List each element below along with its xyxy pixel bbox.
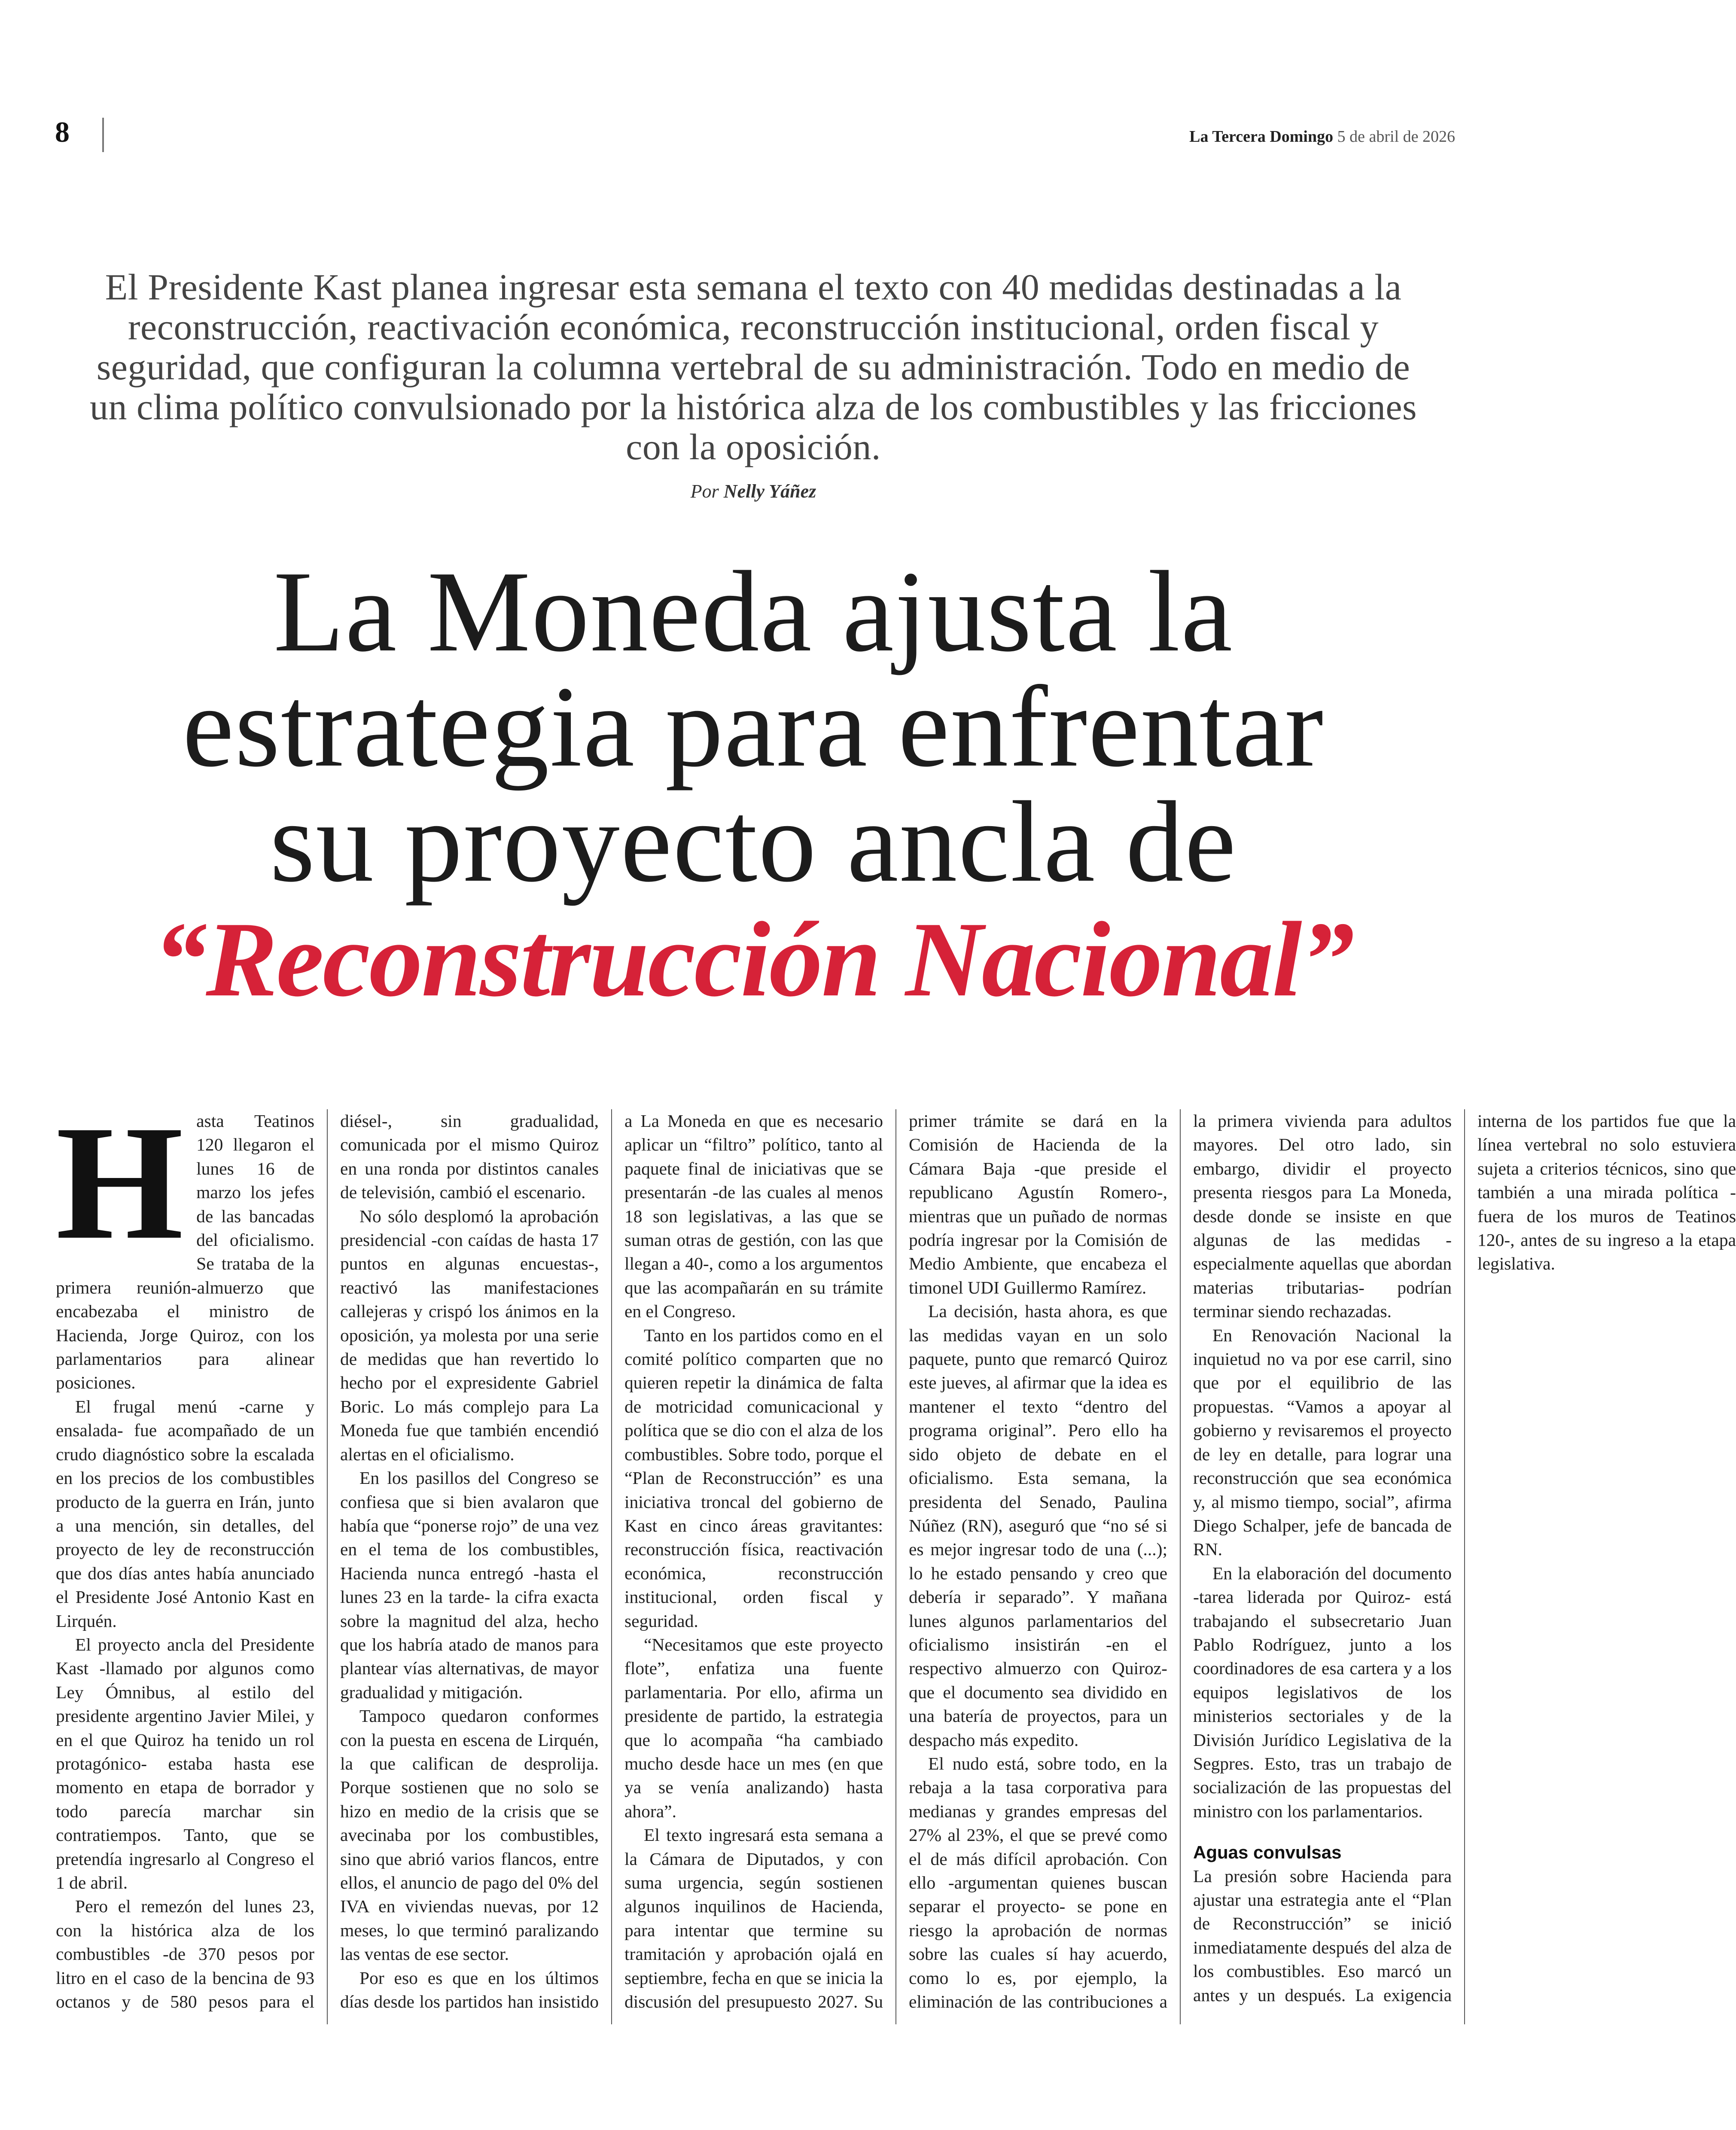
headline-accent: “Reconstrucción Nacional” bbox=[153, 900, 1353, 1019]
body-paragraph: El nudo está, sobre todo, en la rebaja a la tasa corporativa para medianas y grandes empresas del 27% al 23%, el que se prevé como el de más difícil aprobación. Con ello -argumentan quienes buscan separar el proyecto- se pone en riesgo la aprobación de normas sobre las cuales sí hay acuerdo, como lo es, por ejemplo, la eliminación de las contribuciones a la primera vivienda para adultos mayores. Del otro lado, sin embargo, dividir el proyecto presenta riesgos para La Moneda, desde donde se insiste en que algunas de las medidas -especialmente aquellas que abordan materias tributarias- podrían terminar siendo rechazadas. bbox=[909, 1111, 1452, 2012]
body-paragraph: Tanto en los partidos como en el comité político comparten que no quieren repetir la dinámica de falta de motricidad comunicacional y política que se dio con el alza de los combustibles. Sobre todo, porque el “Plan de Reconstrucción” es una iniciativa troncal del gobierno de Kast en cinco áreas gravitantes: reconstrucción física, reactivación económica, reconstrucción institucional, orden fiscal y seguridad. bbox=[624, 1325, 883, 1631]
publication-name: La Tercera Domingo bbox=[1189, 128, 1334, 146]
section-subhead: Aguas convulsas bbox=[1193, 1842, 1342, 1863]
byline bbox=[515, 480, 991, 502]
headline-line: su proyecto ancla de bbox=[270, 778, 1237, 906]
body-paragraph: El frugal menú -carne y ensalada- fue acompañado de un crudo diagnóstico sobre la escalada en los precios de los combustibles producto de la guerra en Irán, junto a una mención, sin detalles, del proyecto de ley de reconstrucción que dos días antes había anunciado el Presidente José Antonio Kast en Lirquén. bbox=[56, 1396, 314, 1631]
body-paragraph: “Necesitamos que este proyecto flote”, enfatiza una fuente parlamentaria. Por ello, afirma un presidente de partido, la estrategia que lo acompaña “ha cambiado mucho desde hace un mes (en que ya se venía analizando) hasta ahora”. bbox=[624, 1634, 883, 1821]
body-paragraph: En Renovación Nacional la inquietud no va por ese carril, sino que por el equilibrio de las propuestas. “Vamos a apoyar al gobierno y revisaremos el proyecto de ley en detalle, para lograr una reconstrucción que sea económica y, al mismo tiempo, social”, afirma Diego Schalper, jefe de bancada de RN. bbox=[1193, 1325, 1452, 1559]
headline bbox=[26, 547, 1481, 1020]
body-paragraph: El texto ingresará esta semana a la Cámara de Diputados, y con suma urgencia, según sostienen algunos inquilinos de Hacienda, para intentar que termine su tramitación y aprobación ojalá en septiembre, fecha en que se inicia la discusión del presupuesto 2027. Su primer trámite se dará en la Comisión de Hacienda de la Cámara Baja -que preside el republicano Agustín Romero-, mientras que un puñado de normas podría ingresar por la Comisión de Medio Ambiente, que encabeza el timonel UDI Guillermo Ramírez. bbox=[624, 1111, 1167, 2012]
body-paragraph: Tampoco quedaron conformes con la puesta en escena de Lirquén, la que califican de desprolija. Porque sostienen que no solo se hizo en medio de la crisis que se avecinaba por los combustibles, sino que abrió varios flancos, entre ellos, el anuncio de pago del 0% del IVA en viviendas nuevas, por 12 meses, lo que terminó paralizando las ventas de ese sector. bbox=[340, 1706, 599, 1964]
drop-cap: H bbox=[56, 1092, 184, 1273]
headline-line: estrategia para enfrentar bbox=[182, 662, 1325, 791]
page-number: 8 bbox=[55, 116, 70, 148]
body-paragraph: La decisión, hasta ahora, es que las medidas vayan en un solo paquete, punto que remarcó Quiroz este jueves, al afirmar que la idea es mantener el texto “dentro del programa original”. Pero ello ha sido objeto de debate en el oficialismo. Esta semana, la presidenta del Senado, Paulina Núñez (RN), aseguró que “no sé si es mejor ingresar todo de una (...); lo he estado pensando y creo que debería ir separado”. Y mañana lunes algunos parlamentarios del oficialismo insistirán -en el respectivo almuerzo con Quiroz- que el documento sea dividido en una batería de proyectos, para un despacho más expedito. bbox=[909, 1301, 1167, 1750]
byline-author: Nelly Yáñez bbox=[723, 481, 816, 502]
publication-date: 5 de abril de 2026 bbox=[1337, 128, 1455, 146]
article-body bbox=[56, 1092, 1736, 2024]
body-paragraph: Por eso es que en los últimos días desde los partidos han insistido a La Moneda en que es necesario aplicar un “filtro” político, tanto al paquete final de iniciativas que se presentarán -de las cuales al menos 18 son legislativas, a las que se suman otras de gestión, con las que llegan a 40-, como a los argumentos que las acompañarán en su trámite en el Congreso. bbox=[340, 1111, 883, 2012]
body-paragraph: La presión sobre Hacienda para ajustar una estrategia ante el “Plan de Reconstrucción” se inició inmediatamente después del alza de los combustibles. Eso marcó un antes y un después. La exigencia interna de los partidos fue que la línea vertebral no solo estuviera sujeta a criterios técnicos, sino que también a una mirada política -fuera de los muros de Teatinos 120-, antes de su ingreso a la etapa legislativa. bbox=[1193, 1111, 1736, 2005]
paragraph-text: asta Teatinos 120 llegaron el lunes 16 de marzo los jefes de las bancadas del oficialismo. Se trataba de la primera reunión-almuerzo que encabezaba el ministro de Hacienda, Jorge Quiroz, con los parlamentarios para alinear posiciones. bbox=[56, 1111, 314, 1393]
body-paragraph: Pero el remezón del lunes 23, con la histórica alza de los combustibles -de 370 pesos por litro en el caso de la bencina de 93 octanos y de 580 pesos para el diésel-, sin gradualidad, comunicada por el mismo Quiroz en una ronda por distintos canales de televisión, cambió el escenario. bbox=[56, 1111, 599, 2012]
headline-line: La Moneda ajusta la bbox=[273, 547, 1233, 676]
page-number-divider bbox=[102, 118, 104, 152]
article-deck: El Presidente Kast planea ingresar esta semana el texto con 40 medidas destinadas a la reconstrucción, reactivación económica, reconstrucción institucional, orden fiscal y seguridad, que configuran la columna vertebral de su administración. Todo en medio de un clima político convulsionado por la histórica alza de los combustibles y las fricciones con la oposición. bbox=[89, 266, 1417, 467]
byline-prefix: Por bbox=[690, 481, 719, 502]
body-paragraph: El proyecto ancla del Presidente Kast -llamado por algunos como Ley Ómnibus, al estilo del presidente argentino Javier Milei, y en el que Quiroz ha tenido un rol protagónico- estaba hasta ese momento en etapa de borrador y todo parecía marchar sin contratiempos. Tanto, que se pretendía ingresarlo al Congreso el 1 de abril. bbox=[56, 1634, 314, 1892]
body-paragraph: En los pasillos del Congreso se confiesa que si bien avalaron que había que “ponerse rojo” de una vez en el tema de los combustibles, Hacienda nunca entregó -hasta el lunes 23 en la tarde- la cifra exacta sobre la magnitud del alza, hecho que los habría atado de manos para plantear vías alternativas, de mayor gradualidad y mitigación. bbox=[340, 1468, 599, 1702]
body-paragraph bbox=[56, 1092, 314, 1395]
body-paragraph: En la elaboración del documento -tarea liderada por Quiroz- está trabajando el subsecretario Juan Pablo Rodríguez, junto a los coordinadores de esa cartera y a los equipos legislativos de los ministerios sectoriales y de la División Jurídico Legislativa de la Segpres. Esto, tras un trabajo de socialización de las propuestas del ministro con los parlamentarios. bbox=[1193, 1563, 1452, 1821]
masthead bbox=[1189, 127, 1455, 146]
body-paragraph: No sólo desplomó la aprobación presidencial -con caídas de hasta 17 puntos en algunas encuestas-, reactivó las manifestaciones callejeras y crispó los ánimos en la oposición, ya molesta por una serie de medidas que han revertido lo hecho por el expresidente Gabriel Boric. Lo más complejo para La Moneda fue que también encendió alertas en el oficialismo. bbox=[340, 1206, 599, 1464]
